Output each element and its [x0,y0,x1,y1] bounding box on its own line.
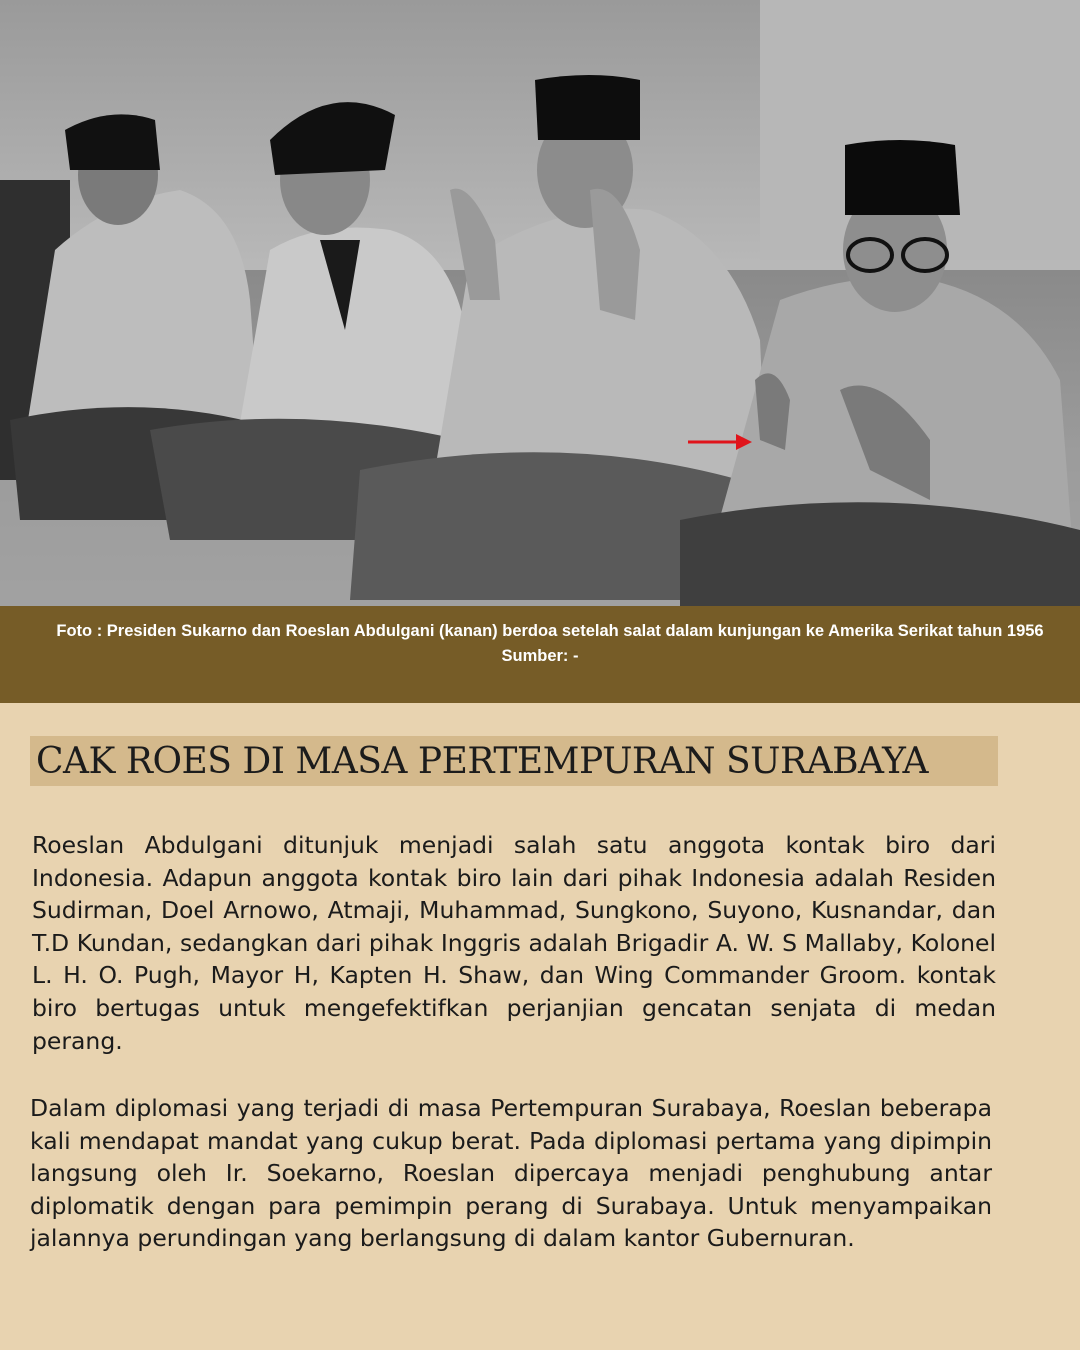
historical-photo [0,0,1080,606]
paragraph-1: Roeslan Abdulgani ditunjuk menjadi salah satu anggota kontak biro dari Indonesia. Adapun anggota kontak biro lain dari pihak Indonesia adalah Residen Sudirman, Doel Arnowo, Atmaji, Muhammad, Sungkono, Suyono, Kusnandar, dan T.D Kundan, sedangkan dari pihak Inggris adalah Brigadir A. W. S Mallaby, Kolonel L. H. O. Pugh, Mayor H, Kapten H. Shaw, dan Wing Commander Groom. kontak biro bertugas untuk mengefektifkan perjanjian gencatan senjata di medan perang. [32,831,996,1055]
paragraph-2: Dalam diplomasi yang terjadi di masa Pertempuran Surabaya, Roeslan beberapa kali mendapat mandat yang cukup berat. Pada diplomasi pertama yang dipimpin langsung oleh Ir. Soekarno, Roeslan dipercaya menjadi penghubung antar diplomatik dengan para pemimpin perang di Surabaya. Untuk menyampaikan jalannya perundingan yang berlangsung di dalam kantor Gubernuran. [30,1094,992,1253]
caption-source: Sumber: - [501,647,579,665]
photo-caption [0,606,1080,703]
article-title: CAK ROES DI MASA PERTEMPURAN SURABAYA [36,741,929,782]
caption-text: Foto : Presiden Sukarno dan Roeslan Abdulgani (kanan) berdoa setelah salat dalam kunjungan ke Amerika Serikat tahun 1956 [56,622,1044,640]
